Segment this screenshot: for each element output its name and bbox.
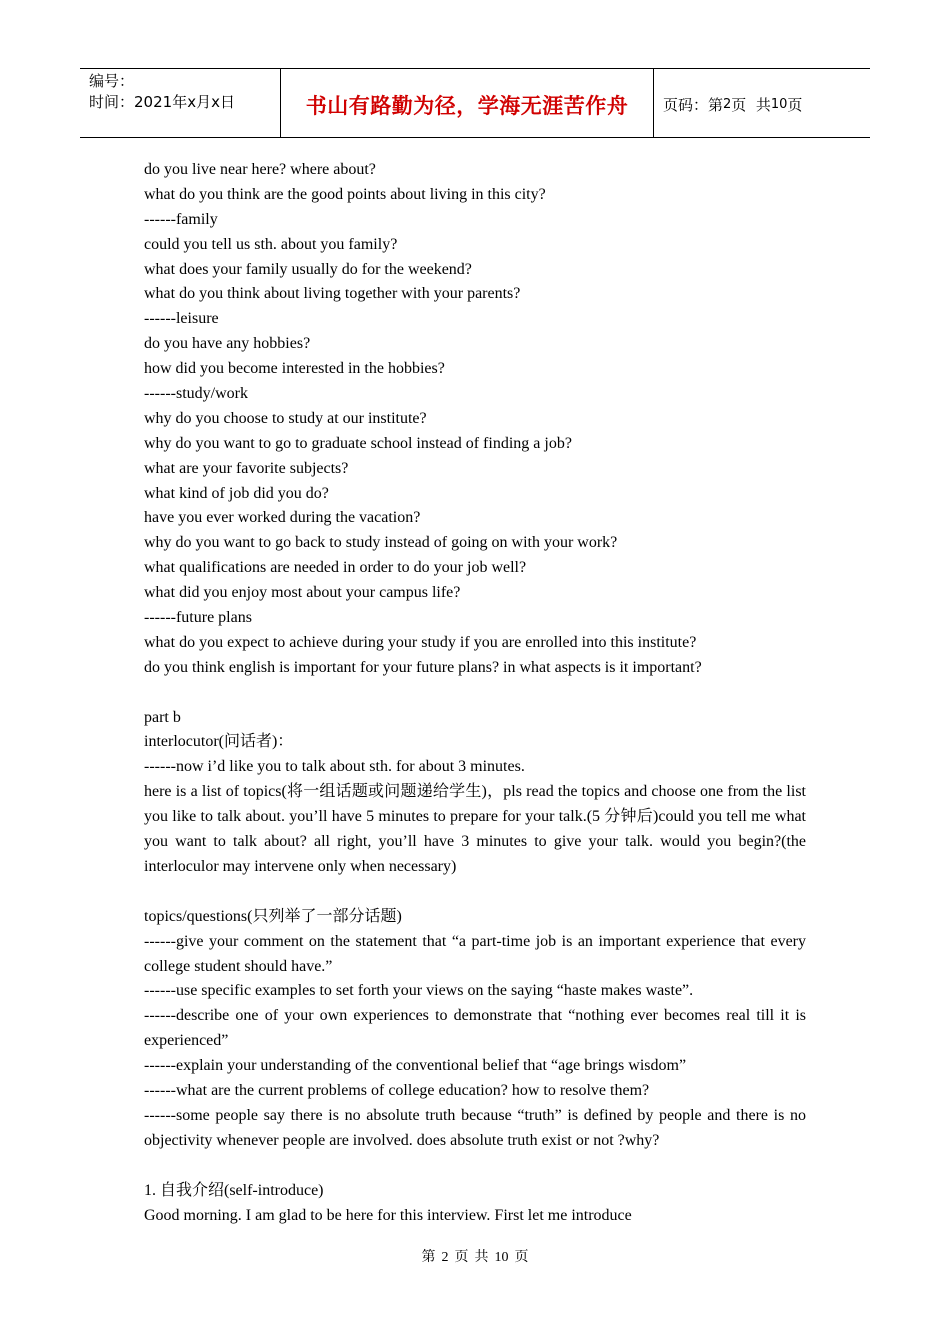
self-intro-section [144,1179,806,1229]
text-line: why do you want to go to graduate school instead of finding a job? [144,434,572,452]
spacer [144,681,806,706]
section-heading: ------family [144,210,218,228]
header-meta-cell [80,69,281,137]
instruction-paragraph: here is a list of topics(将一组话题或问题递给学生)，pls read the topics and choose one from the list you like to talk about. you’ll have 5 minutes to prepare for your talk.(5 分钟后)could you tell me what you want to talk about? all right, you’ll have 3 minutes to give your talk. would you begin?(the interloculor may intervene only when necessary) [144,783,806,875]
topics-title: topics/questions(只列举了一部分话题) [144,907,402,925]
text-line: how did you become interested in the hobbies? [144,360,445,378]
text-line: what do you think are the good points about living in this city? [144,185,546,203]
spacer [144,1154,806,1179]
part-b-title: part b [144,708,181,726]
text-line: what did you enjoy most about your campus life? [144,584,461,602]
footer-total: 10 [494,1250,509,1265]
text-line: why do you choose to study at our institute? [144,409,427,427]
time-value: 2021年x月x日 [134,93,235,111]
page-current: 2 [723,96,732,112]
footer-di: 第 [421,1250,436,1265]
text-line: why do you want to go back to study instead of going on with your work? [144,534,618,552]
text-line: do you have any hobbies? [144,335,311,353]
section-heading: ------study/work [144,385,248,403]
self-intro-title: 1. 自我介绍(self-introduce) [144,1181,324,1199]
topic-item: ------explain your understanding of the conventional belief that “age brings wisdom” [144,1057,687,1075]
text-line: what does your family usually do for the weekend? [144,260,472,278]
text-line: what do you think about living together with your parents? [144,285,521,303]
topic-item: ------use specific examples to set forth your views on the saying “haste makes waste”. [144,982,694,1000]
text-line: what kind of job did you do? [144,484,329,502]
section-heading: ------leisure [144,310,219,328]
topic-item: ------what are the current problems of college education? how to resolve them? [144,1082,650,1100]
part-b-section [144,706,806,880]
text-line: do you live near here? where about? [144,161,376,178]
footer-gong: 共 [474,1250,489,1265]
text-line: what are your favorite subjects? [144,459,349,477]
time-line [89,92,280,113]
text-line: have you ever worked during the vacation? [144,509,421,527]
text-line: what qualifications are needed in order to do your job well? [144,559,527,577]
spacer [144,880,806,905]
interlocutor-label: interlocutor(问话者)： [144,733,294,751]
page-label: 页码：第 [663,95,724,114]
footer-ye: 页 [454,1250,469,1265]
footer-current: 2 [441,1250,449,1265]
text-line: what do you expect to achieve during your study if you are enrolled into this institute? [144,633,697,651]
footer-ye: 页 [514,1250,529,1265]
topics-section [144,905,806,1154]
document-body [144,158,806,1229]
motto-cell [281,69,654,137]
header-table [80,68,870,138]
topic-item: ------give your comment on the statement that “a part-time job is an important experience that every college student should have.” [144,932,806,975]
page-end: 页 [787,95,803,114]
motto-text: 书山有路勤为径，学海无涯苦作舟 [305,94,629,118]
text-line: do you think english is important for your future plans? in what aspects is it important? [144,658,702,676]
question-list [144,158,806,681]
time-label: 时间： [89,93,135,111]
page-number-cell [654,69,870,137]
number-label: 编号： [89,72,135,90]
topic-item: ------describe one of your own experiences to demonstrate that “nothing ever becomes real till it is experienced” [144,1007,806,1050]
text-line: ------now i’d like you to talk about sth. for about 3 minutes. [144,758,525,776]
section-heading: ------future plans [144,609,252,627]
page-footer [0,1246,950,1266]
text-line: Good morning. I am glad to be here for this interview. First let me introduce [144,1206,632,1224]
page-total: 10 [770,96,788,112]
page-mid: 页 共 [731,95,771,114]
topic-item: ------some people say there is no absolute truth because “truth” is defined by people and there is no objectivity whenever people are involved. does absolute truth exist or not ?why? [144,1107,806,1149]
text-line: could you tell us sth. about you family? [144,235,398,253]
